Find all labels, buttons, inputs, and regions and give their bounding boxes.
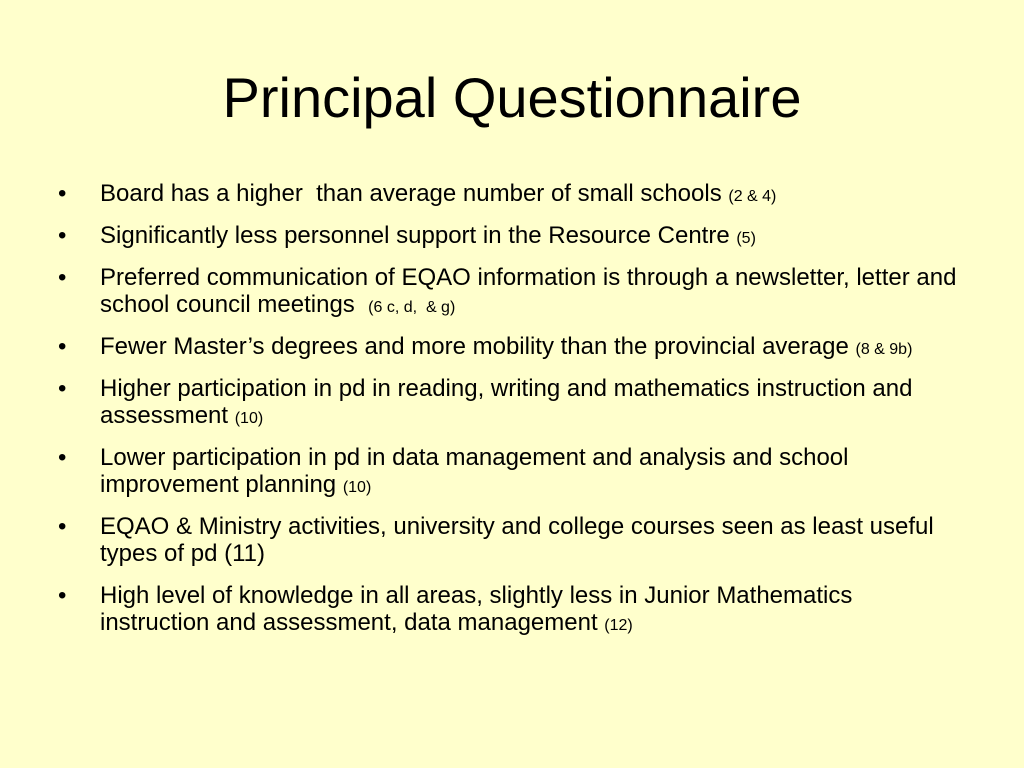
bullet-text: Significantly less personnel support in the Resource Centre bbox=[100, 222, 737, 249]
bullet-dot: • bbox=[58, 264, 67, 291]
bullet-reference: (5) bbox=[736, 230, 756, 247]
bullet-text: Board has a higher than average number of small schools bbox=[100, 180, 729, 207]
bullet-text: Preferred communication of EQAO information is through a newsletter, letter and school council meetings bbox=[100, 264, 957, 318]
slide-title: Principal Questionnaire bbox=[222, 66, 802, 129]
bullet-list bbox=[58, 180, 958, 651]
bullet-item bbox=[58, 264, 958, 321]
bullet-item bbox=[58, 513, 958, 570]
bullet-reference: (10) bbox=[234, 410, 264, 427]
bullet-dot: • bbox=[58, 333, 67, 360]
bullet-dot: • bbox=[58, 222, 67, 249]
bullet-item bbox=[58, 375, 958, 432]
bullet-reference: (6 c, d, & g) bbox=[368, 299, 456, 316]
bullet-item bbox=[58, 180, 958, 210]
bullet-reference: (8 & 9b) bbox=[855, 341, 913, 358]
bullet-text: High level of knowledge in all areas, slightly less in Junior Mathematics instruction and assessment, data management bbox=[100, 582, 853, 636]
bullet-text: Lower participation in pd in data management and analysis and school improvement planning bbox=[100, 444, 849, 498]
bullet-item bbox=[58, 444, 958, 501]
bullet-dot: • bbox=[58, 582, 67, 609]
bullet-text: Fewer Master’s degrees and more mobility than the provincial average bbox=[100, 333, 856, 360]
bullet-text: Higher participation in pd in reading, writing and mathematics instruction and assessment bbox=[100, 375, 913, 429]
bullet-dot: • bbox=[58, 375, 67, 402]
bullet-dot: • bbox=[58, 180, 67, 207]
bullet-reference: (12) bbox=[604, 617, 633, 634]
bullet-item bbox=[58, 333, 958, 363]
bullet-reference: (2 & 4) bbox=[728, 188, 777, 205]
bullet-dot: • bbox=[58, 513, 67, 540]
bullet-dot: • bbox=[58, 444, 67, 471]
bullet-item bbox=[58, 582, 958, 639]
bullet-text: EQAO & Ministry activities, university and college courses seen as least useful types of pd (11) bbox=[100, 513, 934, 567]
bullet-reference: (10) bbox=[342, 479, 372, 496]
bullet-item bbox=[58, 222, 958, 252]
